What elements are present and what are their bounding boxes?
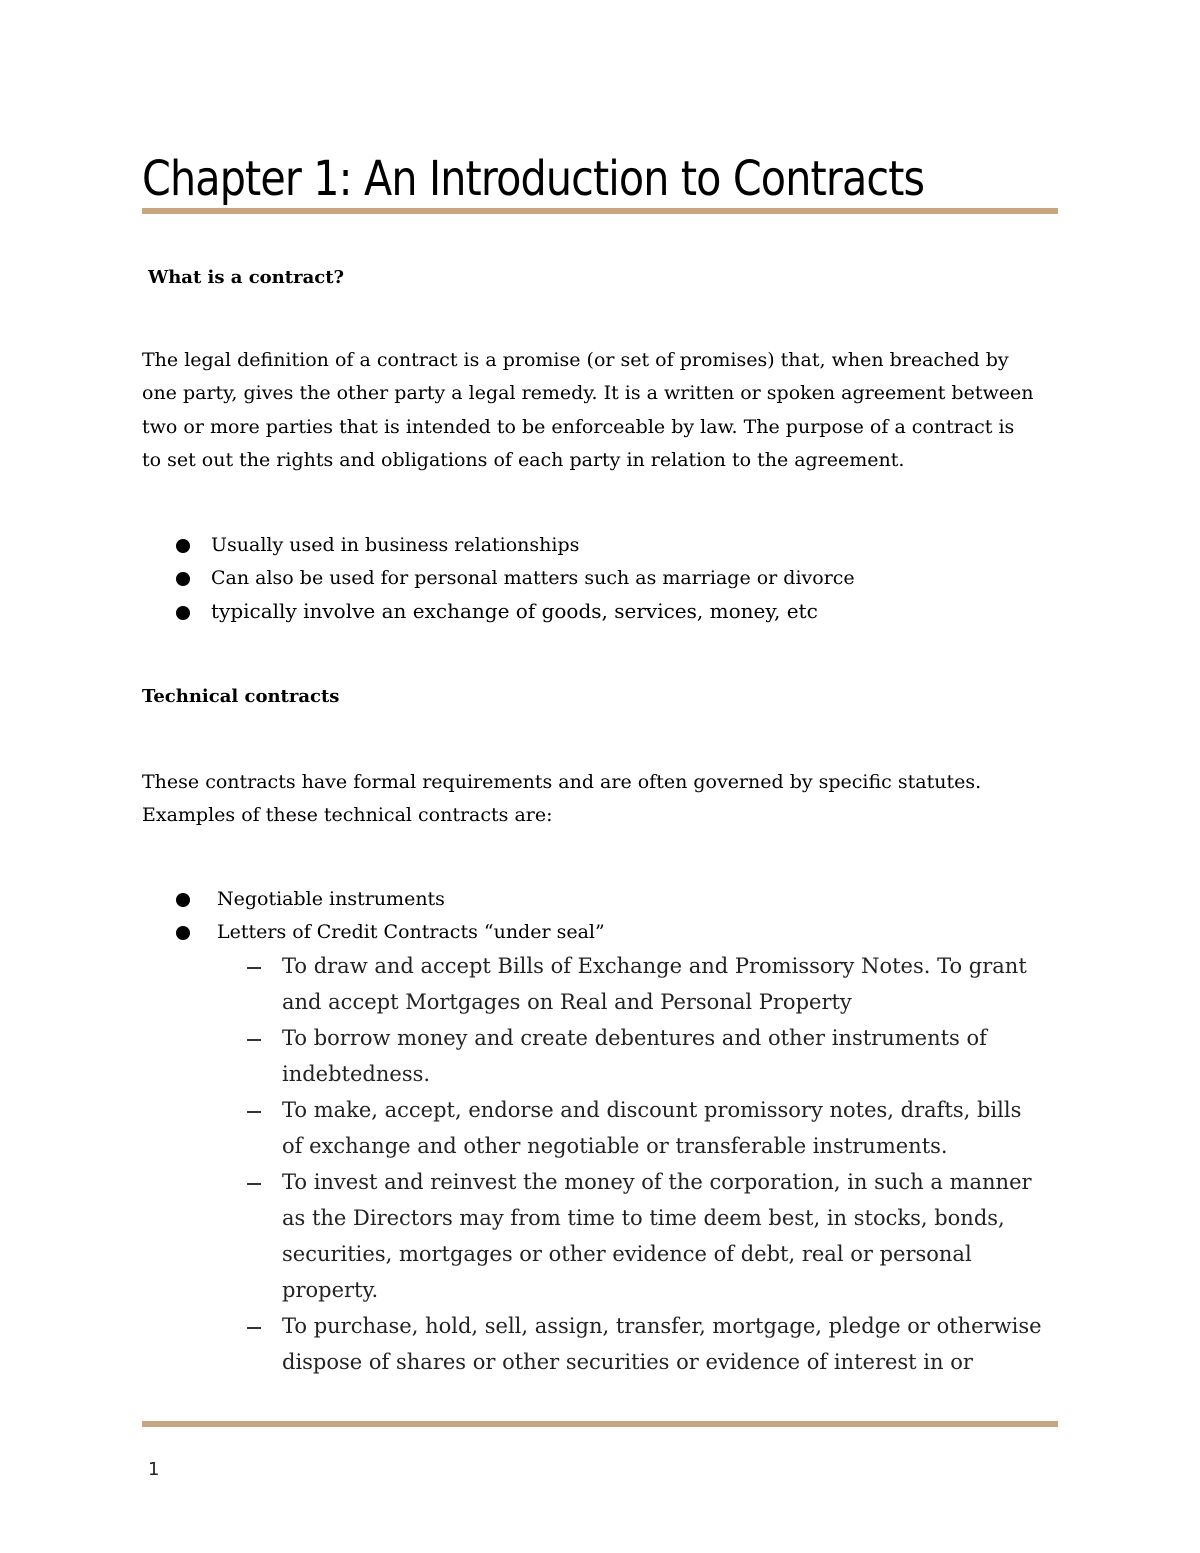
bullet-icon [176, 539, 190, 553]
sub-list-line: To invest and reinvest the money of the corporation, in such a manner [282, 1170, 1032, 1194]
technical-paragraph [142, 766, 1042, 833]
sub-list-line: and accept Mortgages on Real and Personal Property [282, 990, 852, 1014]
paragraph-line: one party, gives the other party a legal remedy. It is a written or spoken agreement between [142, 382, 1034, 405]
section-heading-technical-contracts: Technical contracts [142, 686, 340, 707]
bullet-icon [176, 893, 190, 907]
list-item-text: Usually used in business relationships [211, 534, 580, 556]
paragraph-line: two or more parties that is intended to be enforceable by law. The purpose of a contract is [142, 415, 1015, 438]
chapter-title: Chapter 1: An Introduction to Contracts [142, 151, 925, 207]
definition-paragraph [142, 344, 1042, 478]
dash-icon [247, 1039, 261, 1041]
sub-list-line: of exchange and other negotiable or transferable instruments. [282, 1134, 948, 1158]
list-item-text: Can also be used for personal matters such as marriage or divorce [211, 567, 855, 589]
sub-list-line: To make, accept, endorse and discount promissory notes, drafts, bills [282, 1098, 1022, 1122]
sub-list-line: To purchase, hold, sell, assign, transfer, mortgage, pledge or otherwise [282, 1314, 1042, 1338]
list-item-text: typically involve an exchange of goods, services, money, etc [211, 599, 818, 623]
sub-list-line: securities, mortgages or other evidence of debt, real or personal [282, 1242, 972, 1266]
section-heading-what-is-contract: What is a contract? [148, 267, 345, 288]
paragraph-line: These contracts have formal requirements and are often governed by specific statutes. [142, 771, 982, 793]
dash-icon [247, 1183, 261, 1185]
paragraph-line: Examples of these technical contracts are: [142, 804, 553, 827]
bullet-icon [176, 572, 190, 586]
sub-list-item-text [282, 1164, 1042, 1308]
sub-list-line: To draw and accept Bills of Exchange and Promissory Notes. To grant [282, 954, 1027, 978]
sub-list-item-text [282, 1020, 1042, 1092]
sub-list-line: dispose of shares or other securities or evidence of interest in or [282, 1350, 973, 1374]
sub-list-item-text [282, 1308, 1042, 1380]
sub-list-line: as the Directors may from time to time deem best, in stocks, bonds, [282, 1206, 1005, 1230]
sub-list-line: To borrow money and create debentures and other instruments of [282, 1026, 987, 1050]
dash-icon [247, 967, 261, 969]
sub-list-line: property. [282, 1278, 379, 1302]
list-item-text: Negotiable instruments [217, 888, 445, 910]
footer-divider [142, 1421, 1058, 1427]
paragraph-line: The legal definition of a contract is a promise (or set of promises) that, when breached by [142, 349, 1009, 371]
paragraph-line: to set out the rights and obligations of each party in relation to the agreement. [142, 449, 905, 472]
sub-list-line: indebtedness. [282, 1062, 431, 1086]
sub-list-item-text [282, 948, 1042, 1020]
list-item-text: Letters of Credit Contracts “under seal” [217, 921, 605, 943]
page-number: 1 [148, 1459, 160, 1480]
sub-list-item-text [282, 1092, 1042, 1164]
title-divider [142, 208, 1058, 214]
bullet-icon [176, 606, 190, 620]
bullet-icon [176, 926, 190, 940]
dash-icon [247, 1111, 261, 1113]
dash-icon [247, 1327, 261, 1329]
